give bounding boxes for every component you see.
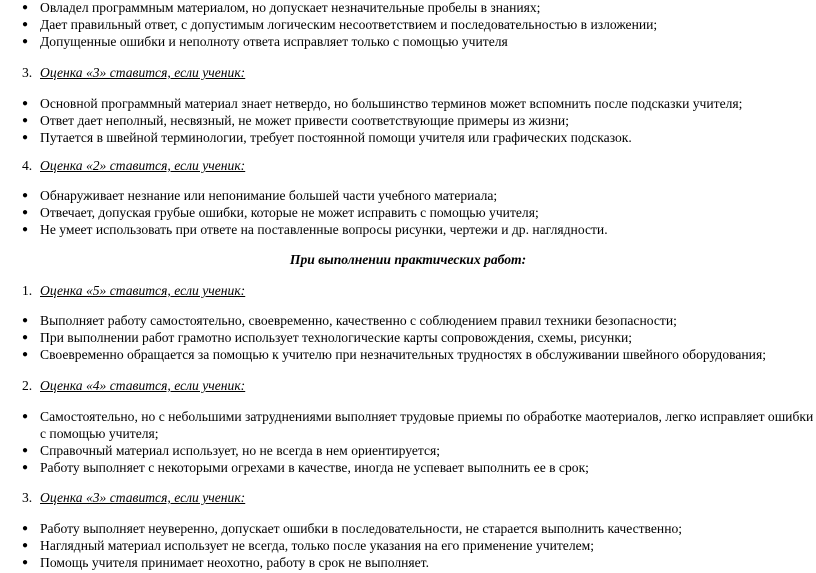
grade-heading: Оценка «5» ставится, если ученик: [40, 283, 246, 298]
heading-number: 1. [22, 283, 33, 298]
list-item: Своевременно обращается за помощью к учителю при незначительных трудностях в обслуживании швейного оборудования; [40, 347, 766, 362]
list-item: Справочный материал использует, но не всегда в нем ориентируется; [40, 443, 441, 458]
list-item: Путается в швейной терминологии, требует постоянной помощи учителя или графических подсказок. [40, 130, 632, 145]
section-title: При выполнении практических работ: [289, 252, 527, 267]
list-item: Ответ дает неполный, несвязный, не может привести соответствующие примеры из жизни; [40, 113, 569, 128]
bullet-icon: ● [22, 462, 29, 473]
grade-heading: Оценка «3» ставится, если ученик: [40, 490, 246, 505]
list-item: Отвечает, допуская грубые ошибки, которые не может исправить с помощью учителя; [40, 205, 539, 220]
heading-number: 3. [22, 490, 33, 505]
list-item: При выполнении работ грамотно использует технологические карты сопровождения, схемы, рисунки; [40, 330, 632, 345]
list-item: Дает правильный ответ, с допустимым логическим несоответствием и последовательностью в изложении; [40, 17, 658, 32]
list-item: Овладел программным материалом, но допускает незначительные пробелы в знаниях; [40, 0, 541, 15]
list-item: Не умеет использовать при ответе на поставленные вопросы рисунки, чертежи и др. наглядности. [40, 222, 608, 237]
list-item: Обнаруживает незнание или непонимание большей части учебного материала; [40, 188, 498, 203]
grade-heading: Оценка «4» ставится, если ученик: [40, 378, 246, 393]
grade-heading: Оценка «3» ставится, если ученик: [40, 65, 246, 80]
list-item: Работу выполняет неуверенно, допускает ошибки в последовательности, не старается выполнить качественно; [40, 521, 683, 536]
bullet-icon: ● [22, 332, 29, 343]
bullet-icon: ● [22, 2, 29, 13]
bullet-icon: ● [22, 540, 29, 551]
grade-heading: Оценка «2» ставится, если ученик: [40, 158, 246, 173]
heading-number: 2. [22, 378, 33, 393]
heading-number: 4. [22, 158, 33, 173]
list-item: Выполняет работу самостоятельно, своевременно, качественно с соблюдением правил техники безопасности; [40, 313, 677, 328]
list-item-continuation: с помощью учителя; [40, 426, 159, 441]
bullet-icon: ● [22, 132, 29, 143]
bullet-icon: ● [22, 523, 29, 534]
list-item: Помощь учителя принимает неохотно, работу в срок не выполняет. [40, 555, 430, 570]
bullet-icon: ● [22, 224, 29, 235]
bullet-icon: ● [22, 411, 29, 422]
bullet-icon: ● [22, 207, 29, 218]
list-item: Допущенные ошибки и неполноту ответа исправляет только с помощью учителя [40, 34, 508, 49]
bullet-icon: ● [22, 98, 29, 109]
bullet-icon: ● [22, 445, 29, 456]
bullet-icon: ● [22, 36, 29, 47]
list-item: Наглядный материал использует не всегда, только после указания на его применение учителем; [40, 538, 595, 553]
bullet-icon: ● [22, 115, 29, 126]
bullet-icon: ● [22, 557, 29, 568]
heading-number: 3. [22, 65, 33, 80]
bullet-icon: ● [22, 190, 29, 201]
bullet-icon: ● [22, 19, 29, 30]
bullet-icon: ● [22, 349, 29, 360]
bullet-icon: ● [22, 315, 29, 326]
list-item: Основной программный материал знает нетвердо, но большинство терминов может вспомнить после подсказки учителя; [40, 96, 743, 111]
list-item: Работу выполняет с некоторыми огрехами в качестве, иногда не успевает выполнить ее в срок; [40, 460, 589, 475]
list-item: Самостоятельно, но с небольшими затруднениями выполняет трудовые приемы по обработке маотериалов, легко исправляет ошибки [40, 409, 814, 424]
